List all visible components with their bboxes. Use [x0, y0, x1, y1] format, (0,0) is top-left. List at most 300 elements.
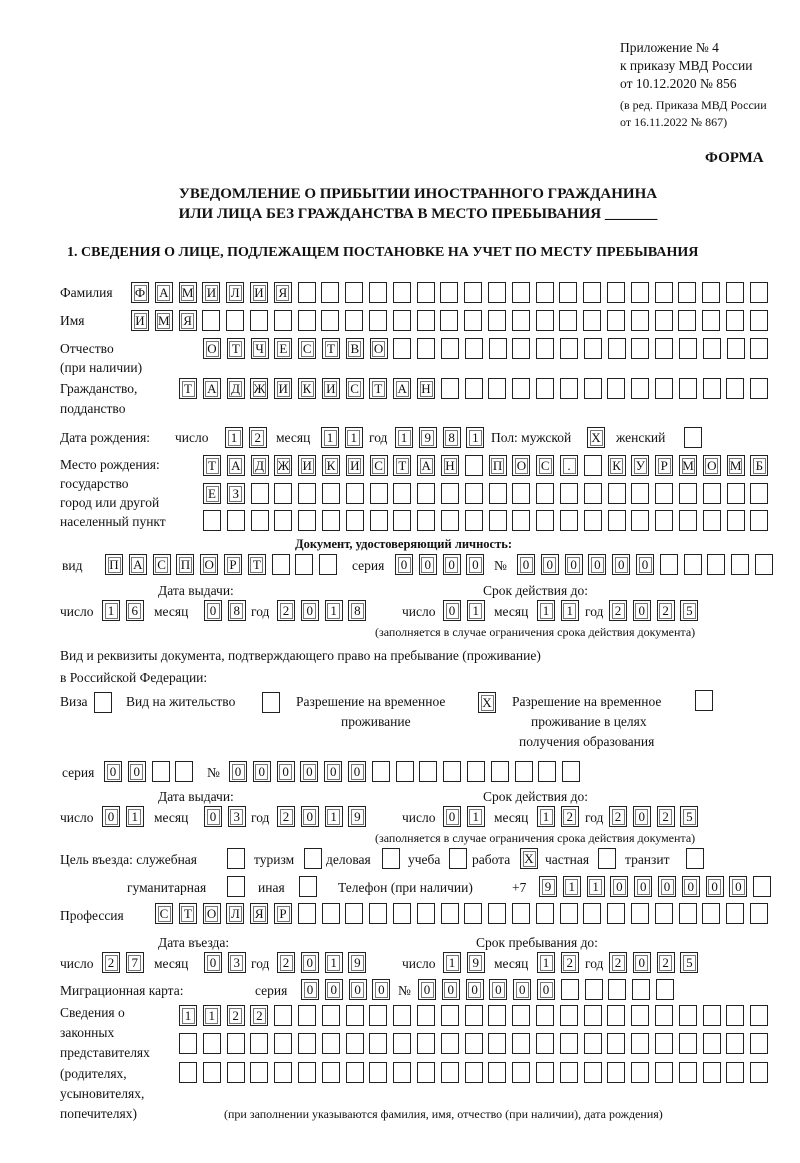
char-cell[interactable] — [478, 692, 496, 713]
char-cell[interactable] — [226, 282, 244, 303]
char-cell[interactable] — [417, 1005, 435, 1026]
char-cell[interactable] — [346, 483, 364, 504]
char-cell[interactable] — [179, 1005, 197, 1026]
char-cell[interactable] — [608, 510, 626, 531]
char-cell[interactable] — [632, 979, 650, 1000]
char-cell[interactable] — [703, 338, 721, 359]
char-cell[interactable] — [442, 979, 460, 1000]
char-cell[interactable] — [512, 483, 530, 504]
char-cell[interactable] — [301, 979, 319, 1000]
char-cell[interactable] — [520, 848, 538, 869]
char-cell[interactable] — [731, 554, 749, 575]
char-cell[interactable] — [587, 876, 605, 897]
char-cell[interactable] — [176, 554, 194, 575]
char-cell[interactable] — [395, 427, 413, 448]
char-cell[interactable] — [417, 510, 435, 531]
char-cell[interactable] — [227, 483, 245, 504]
char-cell[interactable] — [369, 378, 387, 399]
char-cell[interactable] — [417, 310, 435, 331]
char-cell[interactable] — [656, 979, 674, 1000]
char-cell[interactable] — [443, 427, 461, 448]
char-cell[interactable] — [277, 761, 295, 782]
char-cell[interactable] — [441, 455, 459, 476]
char-cell[interactable] — [321, 310, 339, 331]
char-cell[interactable] — [227, 1033, 245, 1054]
char-cell[interactable] — [298, 310, 316, 331]
char-cell[interactable] — [465, 378, 483, 399]
char-cell[interactable] — [634, 876, 652, 897]
char-cell[interactable] — [322, 903, 340, 924]
char-cell[interactable] — [250, 282, 268, 303]
char-cell[interactable] — [393, 483, 411, 504]
char-cell[interactable] — [228, 600, 246, 621]
char-cell[interactable] — [655, 455, 673, 476]
char-cell[interactable] — [370, 338, 388, 359]
char-cell[interactable] — [227, 1062, 245, 1083]
char-cell[interactable] — [417, 1062, 435, 1083]
char-cell[interactable] — [584, 510, 602, 531]
char-cell[interactable] — [488, 378, 506, 399]
char-cell[interactable] — [633, 952, 651, 973]
char-cell[interactable] — [608, 979, 626, 1000]
char-cell[interactable] — [512, 310, 530, 331]
char-cell[interactable] — [631, 310, 649, 331]
char-cell[interactable] — [295, 554, 313, 575]
char-cell[interactable] — [607, 282, 625, 303]
char-cell[interactable] — [488, 1062, 506, 1083]
char-cell[interactable] — [750, 310, 768, 331]
char-cell[interactable] — [655, 338, 673, 359]
char-cell[interactable] — [488, 282, 506, 303]
char-cell[interactable] — [443, 806, 461, 827]
char-cell[interactable] — [129, 554, 147, 575]
char-cell[interactable] — [655, 282, 673, 303]
char-cell[interactable] — [251, 483, 269, 504]
char-cell[interactable] — [227, 455, 245, 476]
char-cell[interactable] — [393, 378, 411, 399]
char-cell[interactable] — [536, 510, 554, 531]
char-cell[interactable] — [441, 483, 459, 504]
char-cell[interactable] — [655, 1005, 673, 1026]
char-cell[interactable] — [512, 378, 530, 399]
char-cell[interactable] — [322, 455, 340, 476]
char-cell[interactable] — [679, 1005, 697, 1026]
char-cell[interactable] — [372, 979, 390, 1000]
char-cell[interactable] — [707, 554, 725, 575]
char-cell[interactable] — [702, 903, 720, 924]
char-cell[interactable] — [319, 554, 337, 575]
char-cell[interactable] — [440, 310, 458, 331]
char-cell[interactable] — [441, 378, 459, 399]
char-cell[interactable] — [465, 483, 483, 504]
char-cell[interactable] — [274, 483, 292, 504]
char-cell[interactable] — [251, 510, 269, 531]
char-cell[interactable] — [441, 1033, 459, 1054]
char-cell[interactable] — [225, 427, 243, 448]
char-cell[interactable] — [512, 455, 530, 476]
char-cell[interactable] — [153, 554, 171, 575]
char-cell[interactable] — [370, 455, 388, 476]
char-cell[interactable] — [202, 310, 220, 331]
char-cell[interactable] — [584, 378, 602, 399]
char-cell[interactable] — [227, 1005, 245, 1026]
char-cell[interactable] — [227, 848, 245, 869]
char-cell[interactable] — [466, 427, 484, 448]
char-cell[interactable] — [298, 903, 316, 924]
char-cell[interactable] — [488, 310, 506, 331]
char-cell[interactable] — [686, 848, 704, 869]
char-cell[interactable] — [393, 903, 411, 924]
char-cell[interactable] — [369, 282, 387, 303]
char-cell[interactable] — [345, 427, 363, 448]
char-cell[interactable] — [369, 903, 387, 924]
char-cell[interactable] — [274, 1005, 292, 1026]
char-cell[interactable] — [298, 455, 316, 476]
char-cell[interactable] — [277, 952, 295, 973]
char-cell[interactable] — [202, 282, 220, 303]
char-cell[interactable] — [102, 600, 120, 621]
char-cell[interactable] — [203, 378, 221, 399]
char-cell[interactable] — [560, 510, 578, 531]
char-cell[interactable] — [396, 761, 414, 782]
char-cell[interactable] — [393, 1062, 411, 1083]
char-cell[interactable] — [325, 600, 343, 621]
char-cell[interactable] — [369, 310, 387, 331]
char-cell[interactable] — [393, 310, 411, 331]
char-cell[interactable] — [559, 282, 577, 303]
char-cell[interactable] — [94, 692, 112, 713]
char-cell[interactable] — [467, 806, 485, 827]
char-cell[interactable] — [703, 510, 721, 531]
char-cell[interactable] — [565, 554, 583, 575]
char-cell[interactable] — [227, 338, 245, 359]
char-cell[interactable] — [441, 903, 459, 924]
char-cell[interactable] — [584, 483, 602, 504]
char-cell[interactable] — [512, 1033, 530, 1054]
char-cell[interactable] — [345, 903, 363, 924]
char-cell[interactable] — [517, 554, 535, 575]
char-cell[interactable] — [608, 455, 626, 476]
char-cell[interactable] — [175, 761, 193, 782]
char-cell[interactable] — [346, 1033, 364, 1054]
char-cell[interactable] — [200, 554, 218, 575]
char-cell[interactable] — [679, 1033, 697, 1054]
char-cell[interactable] — [657, 600, 675, 621]
char-cell[interactable] — [560, 1033, 578, 1054]
char-cell[interactable] — [489, 510, 507, 531]
char-cell[interactable] — [272, 554, 290, 575]
char-cell[interactable] — [631, 1005, 649, 1026]
char-cell[interactable] — [679, 1062, 697, 1083]
char-cell[interactable] — [680, 600, 698, 621]
char-cell[interactable] — [227, 876, 245, 897]
char-cell[interactable] — [695, 690, 713, 711]
char-cell[interactable] — [203, 1005, 221, 1026]
char-cell[interactable] — [277, 600, 295, 621]
char-cell[interactable] — [488, 1005, 506, 1026]
char-cell[interactable] — [417, 338, 435, 359]
char-cell[interactable] — [274, 378, 292, 399]
char-cell[interactable] — [395, 554, 413, 575]
char-cell[interactable] — [684, 427, 702, 448]
char-cell[interactable] — [465, 338, 483, 359]
char-cell[interactable] — [227, 378, 245, 399]
char-cell[interactable] — [126, 952, 144, 973]
char-cell[interactable] — [464, 903, 482, 924]
char-cell[interactable] — [393, 282, 411, 303]
char-cell[interactable] — [753, 876, 771, 897]
char-cell[interactable] — [179, 282, 197, 303]
char-cell[interactable] — [678, 310, 696, 331]
char-cell[interactable] — [441, 1062, 459, 1083]
char-cell[interactable] — [251, 338, 269, 359]
char-cell[interactable] — [419, 554, 437, 575]
char-cell[interactable] — [321, 427, 339, 448]
char-cell[interactable] — [322, 510, 340, 531]
char-cell[interactable] — [750, 378, 768, 399]
char-cell[interactable] — [512, 1062, 530, 1083]
char-cell[interactable] — [538, 761, 556, 782]
char-cell[interactable] — [298, 510, 316, 531]
char-cell[interactable] — [631, 510, 649, 531]
char-cell[interactable] — [488, 903, 506, 924]
char-cell[interactable] — [226, 310, 244, 331]
char-cell[interactable] — [703, 455, 721, 476]
char-cell[interactable] — [443, 952, 461, 973]
char-cell[interactable] — [274, 338, 292, 359]
char-cell[interactable] — [726, 903, 744, 924]
char-cell[interactable] — [584, 455, 602, 476]
char-cell[interactable] — [393, 1033, 411, 1054]
char-cell[interactable] — [393, 1005, 411, 1026]
char-cell[interactable] — [155, 903, 173, 924]
char-cell[interactable] — [298, 338, 316, 359]
char-cell[interactable] — [608, 338, 626, 359]
char-cell[interactable] — [274, 510, 292, 531]
char-cell[interactable] — [443, 600, 461, 621]
char-cell[interactable] — [750, 903, 768, 924]
char-cell[interactable] — [179, 903, 197, 924]
char-cell[interactable] — [537, 952, 555, 973]
char-cell[interactable] — [465, 510, 483, 531]
char-cell[interactable] — [224, 554, 242, 575]
char-cell[interactable] — [155, 282, 173, 303]
char-cell[interactable] — [513, 979, 531, 1000]
char-cell[interactable] — [465, 455, 483, 476]
char-cell[interactable] — [750, 338, 768, 359]
char-cell[interactable] — [631, 1033, 649, 1054]
char-cell[interactable] — [750, 483, 768, 504]
char-cell[interactable] — [301, 952, 319, 973]
char-cell[interactable] — [488, 1033, 506, 1054]
char-cell[interactable] — [128, 761, 146, 782]
char-cell[interactable] — [179, 1033, 197, 1054]
char-cell[interactable] — [679, 338, 697, 359]
char-cell[interactable] — [417, 903, 435, 924]
char-cell[interactable] — [204, 952, 222, 973]
char-cell[interactable] — [489, 455, 507, 476]
char-cell[interactable] — [345, 310, 363, 331]
char-cell[interactable] — [536, 1062, 554, 1083]
char-cell[interactable] — [489, 483, 507, 504]
char-cell[interactable] — [536, 282, 554, 303]
char-cell[interactable] — [563, 876, 581, 897]
char-cell[interactable] — [152, 761, 170, 782]
char-cell[interactable] — [750, 282, 768, 303]
char-cell[interactable] — [537, 600, 555, 621]
char-cell[interactable] — [250, 1005, 268, 1026]
char-cell[interactable] — [706, 876, 724, 897]
char-cell[interactable] — [300, 761, 318, 782]
char-cell[interactable] — [464, 310, 482, 331]
char-cell[interactable] — [204, 600, 222, 621]
char-cell[interactable] — [322, 483, 340, 504]
char-cell[interactable] — [607, 310, 625, 331]
char-cell[interactable] — [727, 455, 745, 476]
char-cell[interactable] — [322, 1005, 340, 1026]
char-cell[interactable] — [346, 1062, 364, 1083]
char-cell[interactable] — [560, 338, 578, 359]
char-cell[interactable] — [536, 483, 554, 504]
char-cell[interactable] — [679, 483, 697, 504]
char-cell[interactable] — [491, 761, 509, 782]
char-cell[interactable] — [443, 761, 461, 782]
char-cell[interactable] — [449, 848, 467, 869]
char-cell[interactable] — [655, 483, 673, 504]
char-cell[interactable] — [348, 806, 366, 827]
char-cell[interactable] — [588, 554, 606, 575]
char-cell[interactable] — [467, 600, 485, 621]
char-cell[interactable] — [536, 903, 554, 924]
char-cell[interactable] — [636, 554, 654, 575]
char-cell[interactable] — [536, 378, 554, 399]
char-cell[interactable] — [726, 1062, 744, 1083]
char-cell[interactable] — [727, 510, 745, 531]
char-cell[interactable] — [726, 282, 744, 303]
char-cell[interactable] — [155, 310, 173, 331]
char-cell[interactable] — [536, 455, 554, 476]
char-cell[interactable] — [274, 310, 292, 331]
char-cell[interactable] — [679, 903, 697, 924]
char-cell[interactable] — [418, 979, 436, 1000]
char-cell[interactable] — [301, 806, 319, 827]
char-cell[interactable] — [321, 282, 339, 303]
char-cell[interactable] — [512, 510, 530, 531]
char-cell[interactable] — [325, 979, 343, 1000]
char-cell[interactable] — [608, 483, 626, 504]
char-cell[interactable] — [703, 483, 721, 504]
char-cell[interactable] — [228, 952, 246, 973]
char-cell[interactable] — [583, 903, 601, 924]
char-cell[interactable] — [417, 455, 435, 476]
char-cell[interactable] — [298, 282, 316, 303]
char-cell[interactable] — [274, 903, 292, 924]
char-cell[interactable] — [250, 310, 268, 331]
char-cell[interactable] — [179, 1062, 197, 1083]
char-cell[interactable] — [179, 378, 197, 399]
char-cell[interactable] — [228, 806, 246, 827]
char-cell[interactable] — [203, 455, 221, 476]
char-cell[interactable] — [251, 455, 269, 476]
char-cell[interactable] — [607, 903, 625, 924]
char-cell[interactable] — [346, 510, 364, 531]
char-cell[interactable] — [658, 876, 676, 897]
char-cell[interactable] — [203, 510, 221, 531]
char-cell[interactable] — [537, 806, 555, 827]
char-cell[interactable] — [304, 848, 322, 869]
char-cell[interactable] — [441, 510, 459, 531]
char-cell[interactable] — [727, 483, 745, 504]
char-cell[interactable] — [250, 1062, 268, 1083]
char-cell[interactable] — [536, 1005, 554, 1026]
char-cell[interactable] — [541, 554, 559, 575]
char-cell[interactable] — [631, 1062, 649, 1083]
char-cell[interactable] — [369, 1033, 387, 1054]
char-cell[interactable] — [248, 554, 266, 575]
char-cell[interactable] — [585, 979, 603, 1000]
char-cell[interactable] — [465, 1062, 483, 1083]
char-cell[interactable] — [655, 903, 673, 924]
char-cell[interactable] — [536, 1033, 554, 1054]
char-cell[interactable] — [345, 282, 363, 303]
char-cell[interactable] — [322, 1033, 340, 1054]
char-cell[interactable] — [655, 378, 673, 399]
char-cell[interactable] — [104, 761, 122, 782]
char-cell[interactable] — [560, 903, 578, 924]
char-cell[interactable] — [631, 455, 649, 476]
char-cell[interactable] — [277, 806, 295, 827]
char-cell[interactable] — [655, 510, 673, 531]
char-cell[interactable] — [537, 979, 555, 1000]
char-cell[interactable] — [346, 455, 364, 476]
char-cell[interactable] — [587, 427, 605, 448]
char-cell[interactable] — [105, 554, 123, 575]
char-cell[interactable] — [203, 1033, 221, 1054]
char-cell[interactable] — [441, 1005, 459, 1026]
char-cell[interactable] — [536, 338, 554, 359]
char-cell[interactable] — [560, 378, 578, 399]
char-cell[interactable] — [631, 338, 649, 359]
char-cell[interactable] — [561, 806, 579, 827]
char-cell[interactable] — [298, 1062, 316, 1083]
char-cell[interactable] — [298, 1033, 316, 1054]
char-cell[interactable] — [179, 310, 197, 331]
char-cell[interactable] — [417, 282, 435, 303]
char-cell[interactable] — [561, 979, 579, 1000]
char-cell[interactable] — [703, 378, 721, 399]
char-cell[interactable] — [322, 378, 340, 399]
char-cell[interactable] — [229, 761, 247, 782]
char-cell[interactable] — [298, 483, 316, 504]
char-cell[interactable] — [631, 282, 649, 303]
char-cell[interactable] — [325, 806, 343, 827]
char-cell[interactable] — [369, 1005, 387, 1026]
char-cell[interactable] — [393, 338, 411, 359]
char-cell[interactable] — [609, 806, 627, 827]
char-cell[interactable] — [466, 979, 484, 1000]
char-cell[interactable] — [465, 1033, 483, 1054]
char-cell[interactable] — [346, 1005, 364, 1026]
char-cell[interactable] — [655, 1062, 673, 1083]
char-cell[interactable] — [633, 806, 651, 827]
char-cell[interactable] — [382, 848, 400, 869]
char-cell[interactable] — [102, 806, 120, 827]
char-cell[interactable] — [322, 1062, 340, 1083]
char-cell[interactable] — [631, 483, 649, 504]
char-cell[interactable] — [419, 761, 437, 782]
char-cell[interactable] — [298, 1005, 316, 1026]
char-cell[interactable] — [609, 600, 627, 621]
